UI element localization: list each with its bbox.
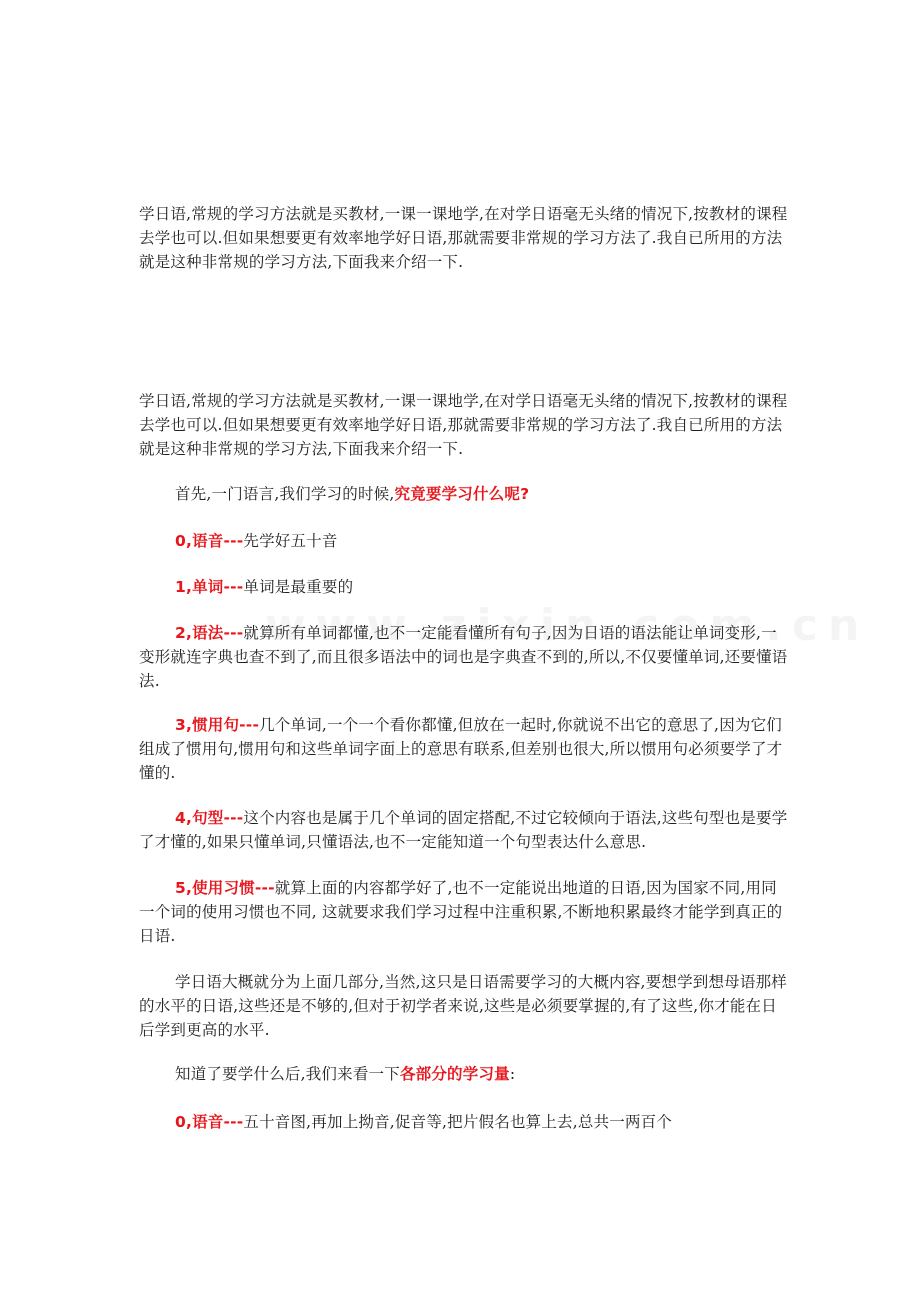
item-head: 0,语音--- [175,1113,244,1131]
amount-item-phonetics [139,1110,789,1134]
summary-paragraph: 学日语大概就分为上面几部分,当然,这只是日语需要学习的大概内容,要想学到想母语那样的水平的日语,这些还是不够的,但对于初学者来说,这些是必须要掌握的,有了这些,你才能在日后学到更高的水平. [139,973,787,1039]
item-sentence-patterns [139,806,789,854]
item-text: 就算上面的内容都学好了,也不一定能说出地道的日语,因为国家不同,用同一个词的使用习惯也不同, 这就要求我们学习过程中注重积累,不断地积累最终才能学到真正的日语. [139,879,783,945]
item-text: 几个单词,一个一个看你都懂,但放在一起时,你就说不出它的意思了,因为它们组成了惯用句,惯用句和这些单词字面上的意思有联系,但差别也很大,所以惯用句必须要学了才懂的. [139,716,783,782]
amount-suffix: : [509,1065,516,1083]
question-text: 首先,一门语言,我们学习的时候, [175,485,395,503]
intro-paragraph-1: 学日语,常规的学习方法就是买教材,一课一课地学,在对学日语毫无头绪的情况下,按教材的课程去学也可以.但如果想要更有效率地学好日语,那就需要非常规的学习方法了.我自已所用的方法就是这种非常规的学习方法,下面我来介绍一下. [139,205,788,271]
item-text: 五十音图,再加上拗音,促音等,把片假名也算上去,总共一两百个 [243,1113,673,1131]
item-text: 这个内容也是属于几个单词的固定搭配,不过它较倾向于语法,这些句型也是要学了才懂的,如果只懂单词,只懂语法,也不一定能知道一个句型表达什么意思. [139,809,788,851]
amount-text: 知道了要学什么后,我们来看一下 [175,1065,400,1083]
item-head: 3,惯用句--- [175,716,260,734]
item-text: 就算所有单词都懂,也不一定能看懂所有句子,因为日语的语法能让单词变形,一变形就连字典也查不到了,而且很多语法中的词也是字典查不到的,所以,不仅要懂单词,还要懂语法. [139,624,788,690]
item-usage-habits [139,876,789,948]
item-phonetics [139,529,789,553]
question-paragraph [139,482,789,506]
item-head: 4,句型--- [175,809,244,827]
amount-emphasis: 各部分的学习量 [399,1065,510,1083]
amount-paragraph [139,1062,789,1086]
question-emphasis: 究竟要学习什么呢? [394,485,530,503]
item-head: 0,语音--- [175,532,244,550]
item-grammar [139,621,789,693]
intro-paragraph-2: 学日语,常规的学习方法就是买教材,一课一课地学,在对学日语毫无头绪的情况下,按教材的课程去学也可以.但如果想要更有效率地学好日语,那就需要非常规的学习方法了.我自已所用的方法就是这种非常规的学习方法,下面我来介绍一下. [139,392,788,458]
item-text: 先学好五十音 [243,532,338,550]
item-text: 单词是最重要的 [243,578,354,596]
item-head: 2,语法--- [175,624,244,642]
item-vocabulary [139,575,789,599]
item-head: 5,使用习惯--- [175,879,275,897]
item-head: 1,单词--- [175,578,244,596]
item-idioms [139,713,789,785]
